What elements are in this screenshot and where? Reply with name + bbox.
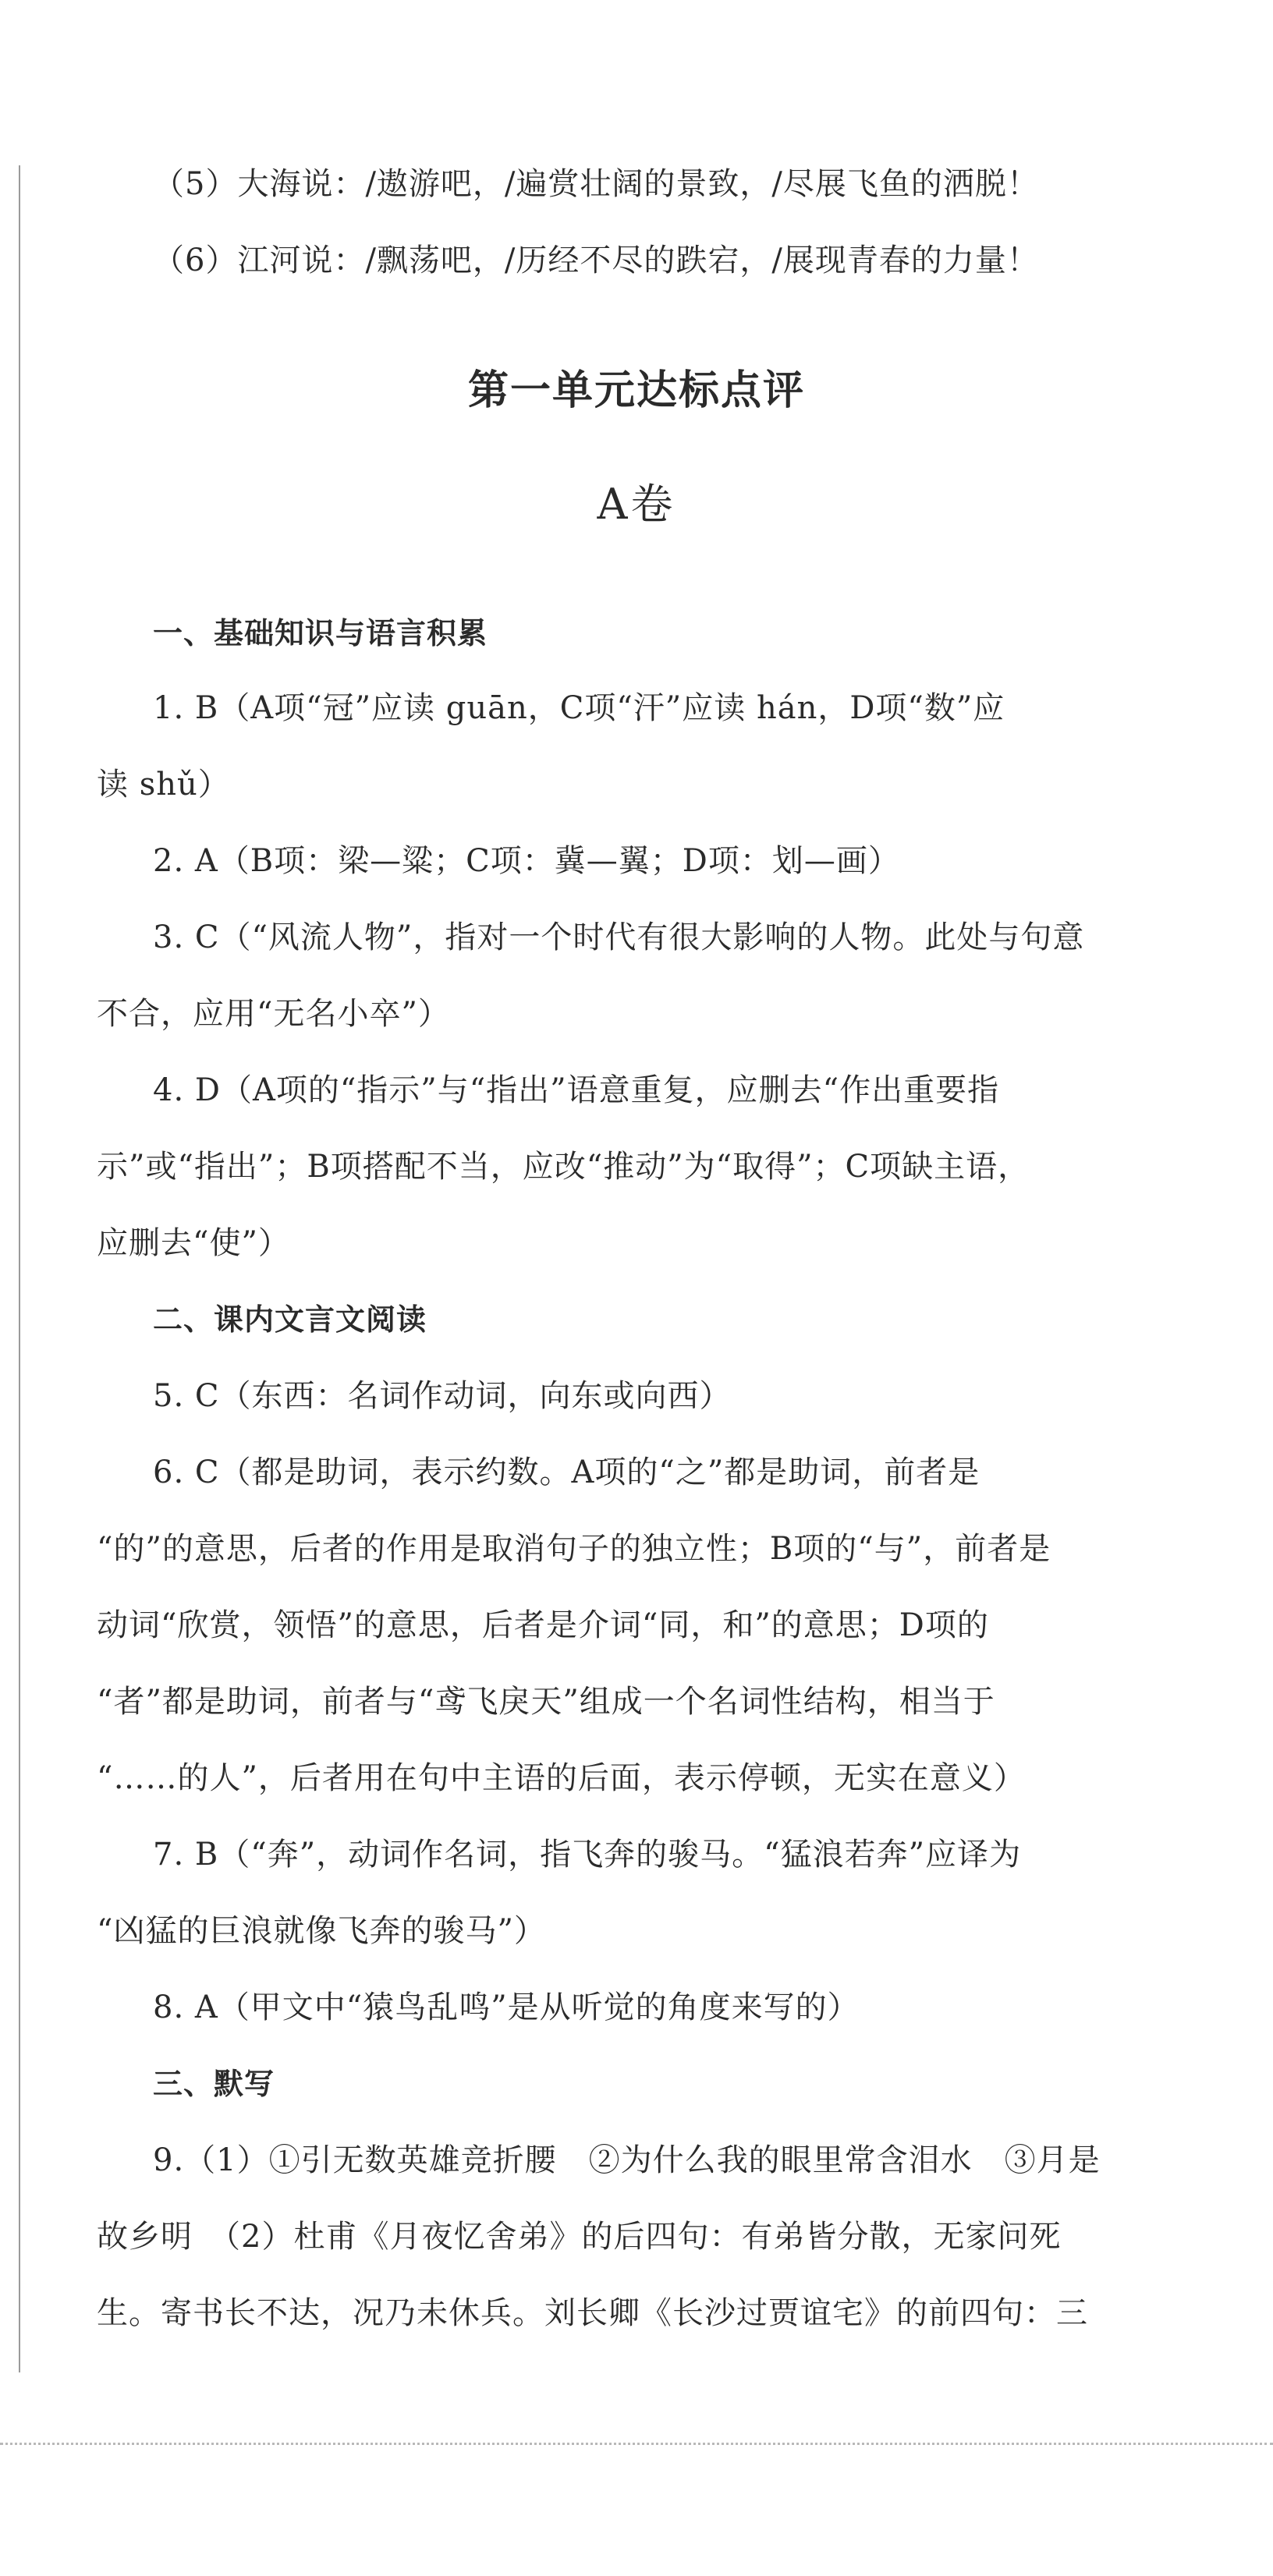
answer-4-line-2: 示”或“指出”；B项搭配不当，应改“推动”为“取得”；C项缺主语， xyxy=(97,1149,1030,1185)
answer-3-line-1: 3. C（“风流人物”，指对一个时代有很大影响的人物。此处与句意 xyxy=(153,919,1085,955)
answer-6-line-5: “……的人”，后者用在句中主语的后面，表示停顿，无实在意义） xyxy=(97,1760,1026,1796)
section-heading-dictation: 三、默写 xyxy=(153,2067,275,2101)
intro-line-5: （5）大海说：/遨游吧，/遍赏壮阔的景致，/尽展飞鱼的洒脱！ xyxy=(153,166,1039,202)
answer-4-line-3: 应删去“使”） xyxy=(97,1225,290,1261)
answer-7-line-1: 7. B（“奔”，动词作名词，指飞奔的骏马。“猛浪若奔”应译为 xyxy=(153,1837,1022,1873)
unit-title: 第一单元达标点评 xyxy=(467,367,805,414)
answer-9-line-1: 9.（1）①引无数英雄竞折腰 ②为什么我的眼里常含泪水 ③月是 xyxy=(153,2142,1101,2178)
answer-1-line-1: 1. B（A项“冠”应读 guān，C项“汗”应读 hán，D项“数”应 xyxy=(153,690,1005,726)
answer-2-line-1: 2. A（B项：梁—粱；C项：冀—翼；D项：划—画） xyxy=(153,843,900,879)
answer-5-line-1: 5. C（东西：名词作动词，向东或向西） xyxy=(153,1378,732,1414)
answer-6-line-3: 动词“欣赏，领悟”的意思，后者是介词“同，和”的意思；D项的 xyxy=(97,1607,989,1643)
answer-6-line-2: “的”的意思，后者的作用是取消句子的独立性；B项的“与”，前者是 xyxy=(97,1531,1051,1567)
answer-9-line-2: 故乡明 （2）杜甫《月夜忆舍弟》的后四句：有弟皆分散，无家问死 xyxy=(97,2219,1062,2255)
paper-subtitle: A卷 xyxy=(597,480,676,529)
answer-8-line-1: 8. A（甲文中“猿鸟乱鸣”是从听觉的角度来写的） xyxy=(153,1990,860,2025)
intro-line-6: （6）江河说：/飘荡吧，/历经不尽的跌宕，/展现青春的力量！ xyxy=(153,243,1039,278)
answer-3-line-2: 不合，应用“无名小卒”） xyxy=(97,996,450,1032)
answer-4-line-1: 4. D（A项的“指示”与“指出”语意重复，应删去“作出重要指 xyxy=(153,1072,1000,1108)
answer-6-line-1: 6. C（都是助词，表示约数。A项的“之”都是助词，前者是 xyxy=(153,1455,980,1490)
page-bottom-divider xyxy=(0,2443,1273,2445)
section-heading-basics: 一、基础知识与语言积累 xyxy=(153,616,488,650)
answer-6-line-4: “者”都是助词，前者与“鸢飞戾天”组成一个名词性结构，相当于 xyxy=(97,1684,995,1720)
section-heading-classical-reading: 二、课内文言文阅读 xyxy=(153,1302,427,1337)
answer-1-line-2: 读 shǔ） xyxy=(97,767,230,803)
answer-7-line-2: “凶猛的巨浪就像飞奔的骏马”） xyxy=(97,1913,546,1949)
answer-9-line-3: 生。寄书长不达，况乃未休兵。刘长卿《长沙过贾谊宅》的前四句：三 xyxy=(97,2295,1088,2331)
